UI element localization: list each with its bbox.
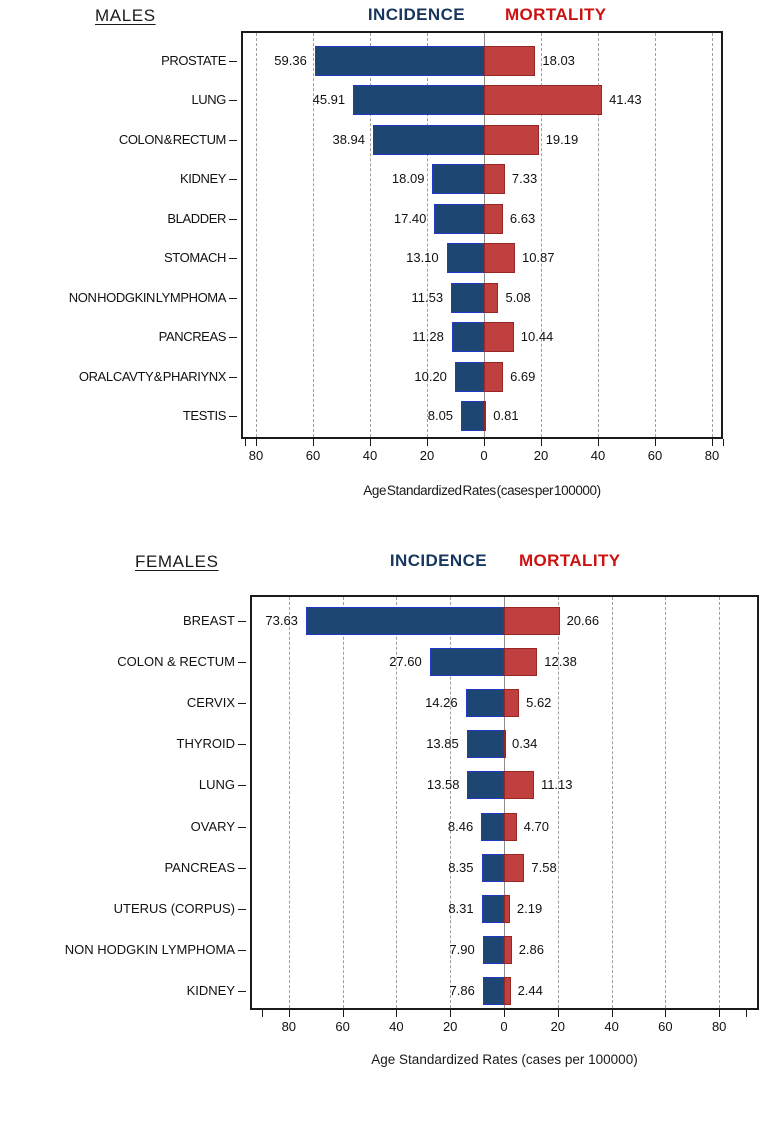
- category-label: OVARY: [190, 818, 235, 834]
- mortality-value-label: 7.33: [511, 171, 538, 187]
- mortality-value-label: 0.34: [512, 736, 538, 752]
- category-label: NON HODGKIN LYMPHOMA: [64, 942, 235, 958]
- category-label: PROSTATE: [161, 52, 226, 68]
- category-label: STOMACH: [164, 250, 226, 266]
- category-label: THYROID: [176, 736, 235, 752]
- incidence-value-label: 17.40: [393, 210, 427, 226]
- category-label: ORAL CAVTY & PHARIYNX: [78, 368, 226, 384]
- category-label: LUNG: [191, 92, 226, 108]
- incidence-bar: [483, 936, 504, 964]
- mortality-bar: [504, 607, 560, 635]
- mortality-bar: [504, 730, 506, 758]
- females-chart-title: FEMALES: [135, 552, 219, 571]
- incidence-bar: [483, 977, 504, 1005]
- gridline: [665, 597, 666, 1008]
- category-label: TESTIS: [182, 408, 226, 424]
- incidence-value-label: 27.60: [389, 653, 422, 669]
- x-tick-label: 20: [533, 448, 549, 463]
- incidence-bar: [466, 689, 504, 717]
- males-chart-title: MALES: [95, 6, 156, 25]
- mortality-bar: [504, 854, 524, 882]
- x-axis-tick: [504, 1010, 505, 1017]
- category-label: KIDNEY: [186, 983, 235, 999]
- x-tick-label: 40: [590, 448, 606, 463]
- x-tick-label: 40: [389, 1019, 404, 1034]
- mortality-value-label: 10.87: [521, 250, 555, 266]
- x-axis-tick: [396, 1010, 397, 1017]
- x-axis-tick: [612, 1010, 613, 1017]
- gridline: [343, 597, 344, 1008]
- mortality-bar: [504, 689, 519, 717]
- category-axis-tick: [238, 785, 246, 786]
- x-tick-label: 40: [362, 448, 378, 463]
- mortality-value-label: 19.19: [545, 131, 579, 147]
- incidence-bar: [306, 607, 504, 635]
- category-label: BREAST: [182, 612, 235, 628]
- x-axis-tick: [665, 1010, 666, 1017]
- incidence-value-label: 11.28: [412, 329, 444, 345]
- category-axis-tick: [238, 744, 246, 745]
- category-axis-tick: [238, 827, 246, 828]
- mortality-value-label: 11.13: [540, 777, 573, 793]
- mortality-legend-label: MORTALITY: [505, 5, 607, 24]
- category-label: COLON & RECTUM: [117, 653, 235, 669]
- females-x-axis-title: Age Standardized Rates (cases per 100000): [371, 1052, 638, 1067]
- x-axis-tick: [450, 1010, 451, 1017]
- x-tick-label: 0: [500, 1019, 508, 1034]
- mortality-value-label: 5.08: [505, 289, 531, 305]
- x-axis-tick: [289, 1010, 290, 1017]
- mortality-bar: [504, 771, 534, 799]
- x-tick-label: 80: [248, 448, 264, 463]
- x-axis-tick: [343, 1010, 344, 1017]
- category-label: BLADDER: [167, 210, 226, 226]
- x-tick-label: 20: [419, 448, 435, 463]
- incidence-value-label: 38.94: [332, 131, 366, 147]
- x-tick-label: 80: [704, 448, 720, 463]
- category-label: CERVIX: [186, 695, 235, 710]
- x-tick-label: 60: [305, 448, 321, 463]
- category-axis-tick: [238, 909, 246, 910]
- mortality-value-label: 2.19: [516, 901, 543, 916]
- mortality-value-label: 12.38: [544, 653, 577, 669]
- females-plot-area: [64, 595, 759, 1034]
- x-tick-label: 0: [480, 448, 488, 463]
- incidence-bar: [482, 854, 504, 882]
- mortality-value-label: 20.66: [566, 612, 600, 628]
- incidence-legend-label: INCIDENCE: [367, 5, 465, 24]
- mortality-value-label: 2.86: [518, 942, 544, 958]
- gridline: [289, 597, 290, 1008]
- mortality-value-label: 6.63: [509, 210, 536, 226]
- category-axis-tick: [238, 621, 246, 622]
- mortality-legend-label: MORTALITY: [519, 551, 621, 570]
- incidence-value-label: 13.85: [426, 736, 459, 752]
- category-axis-tick: [238, 991, 246, 992]
- incidence-value-label: 59.36: [274, 52, 307, 68]
- x-tick-label: 80: [711, 1019, 727, 1034]
- incidence-value-label: 8.05: [427, 408, 454, 424]
- mortality-value-label: 0.81: [493, 408, 519, 424]
- incidence-bar: [430, 648, 504, 676]
- mortality-bar: [504, 977, 511, 1005]
- x-axis-end-tick: [746, 1010, 747, 1017]
- mortality-value-label: 5.62: [526, 695, 552, 710]
- category-label: NON HODGKIN LYMPHOMA: [68, 289, 226, 305]
- x-tick-label: 20: [550, 1019, 566, 1034]
- incidence-bar: [481, 813, 504, 841]
- x-axis-end-tick: [262, 1010, 263, 1017]
- gridline: [612, 597, 613, 1008]
- category-axis-tick: [238, 703, 246, 704]
- mortality-value-label: 6.69: [510, 368, 536, 384]
- incidence-bar: [467, 730, 504, 758]
- incidence-value-label: 13.10: [406, 250, 439, 266]
- category-label: UTERUS (CORPUS): [113, 901, 235, 916]
- category-axis-tick: [238, 868, 246, 869]
- incidence-bar: [467, 771, 504, 799]
- x-tick-label: 60: [647, 448, 663, 463]
- mortality-value-label: 41.43: [609, 92, 642, 108]
- incidence-value-label: 10.20: [414, 368, 447, 384]
- incidence-value-label: 13.58: [426, 777, 460, 793]
- mortality-bar: [504, 813, 517, 841]
- category-label: KIDNEY: [179, 171, 226, 187]
- mortality-bar: [504, 648, 537, 676]
- category-label: COLON & RECTUM: [118, 131, 226, 147]
- category-label: PANCREAS: [164, 859, 235, 875]
- mortality-value-label: 7.58: [531, 859, 557, 875]
- incidence-value-label: 73.63: [265, 612, 298, 628]
- mortality-bar: [504, 936, 512, 964]
- incidence-legend-label: INCIDENCE: [389, 551, 487, 570]
- mortality-value-label: 4.70: [523, 818, 549, 834]
- x-axis-tick: [558, 1010, 559, 1017]
- incidence-bar: [482, 895, 504, 923]
- incidence-value-label: 11.53: [411, 289, 444, 305]
- mortality-bar: [504, 895, 510, 923]
- x-tick-label: 40: [604, 1019, 619, 1034]
- mortality-value-label: 10.44: [520, 329, 554, 345]
- category-axis-tick: [238, 662, 246, 663]
- x-tick-label: 20: [442, 1019, 458, 1034]
- incidence-value-label: 8.31: [448, 901, 474, 916]
- x-tick-label: 80: [281, 1019, 297, 1034]
- incidence-value-label: 8.35: [448, 859, 474, 875]
- mortality-value-label: 2.44: [517, 983, 543, 999]
- category-label: LUNG: [198, 777, 235, 793]
- incidence-value-label: 45.91: [312, 92, 346, 108]
- incidence-value-label: 7.86: [449, 983, 475, 999]
- x-tick-label: 60: [335, 1019, 350, 1034]
- incidence-value-label: 8.46: [447, 818, 474, 834]
- males-x-axis-title: Age Standardized Rates (cases per 100000): [363, 483, 601, 498]
- category-label: PANCREAS: [158, 329, 226, 345]
- x-tick-label: 60: [658, 1019, 673, 1034]
- incidence-value-label: 18.09: [391, 171, 425, 187]
- x-axis-tick: [719, 1010, 720, 1017]
- mortality-value-label: 18.03: [542, 52, 575, 68]
- gridline: [719, 597, 720, 1008]
- incidence-value-label: 7.90: [449, 942, 475, 958]
- incidence-value-label: 14.26: [425, 695, 458, 710]
- category-axis-tick: [238, 950, 246, 951]
